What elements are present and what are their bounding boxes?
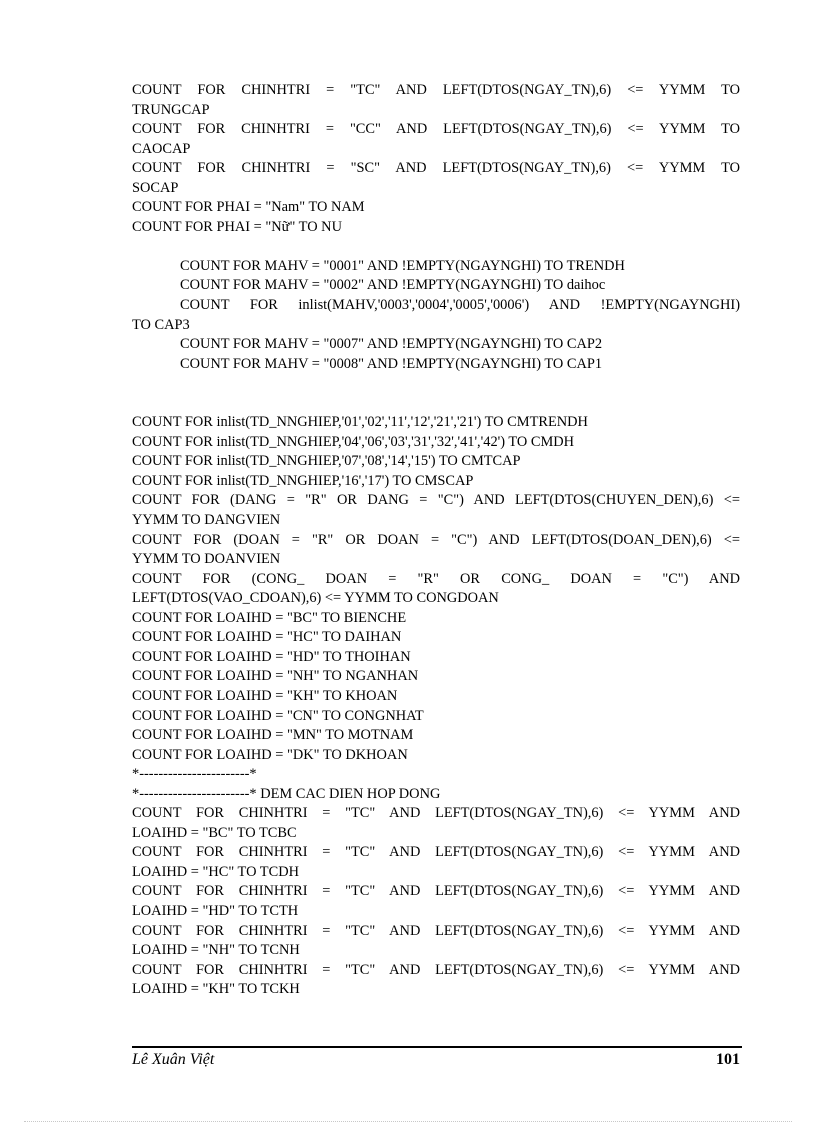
code-line: COUNT FOR CHINHTRI = "TC" AND LEFT(DTOS(NGAY_TN),6) <= YYMM AND [132,961,740,978]
code-line: COUNT FOR inlist(TD_NNGHIEP,'16','17') TO CMSCAP [132,472,474,489]
code-line: COUNT FOR CHINHTRI = "CC" AND LEFT(DTOS(NGAY_TN),6) <= YYMM TO [132,121,740,138]
code-line: COUNT FOR CHINHTRI = "TC" AND LEFT(DTOS(NGAY_TN),6) <= YYMM TO [132,82,740,98]
code-line: COUNT FOR LOAIHD = "CN" TO CONGNHAT [132,707,424,724]
code-line: LEFT(DTOS(VAO_CDOAN),6) <= YYMM TO CONGDOAN [132,590,499,607]
footer-author: Lê Xuân Việt [132,1051,215,1068]
code-line: TO CAP3 [132,316,190,333]
code-line: COUNT FOR CHINHTRI = "TC" AND LEFT(DTOS(NGAY_TN),6) <= YYMM AND [132,883,740,900]
code-line: COUNT FOR (CONG_ DOAN = "R" OR CONG_ DOAN = "C") AND [132,570,740,587]
code-line: CAOCAP [132,140,191,157]
code-line: COUNT FOR (DOAN = "R" OR DOAN = "C") AND LEFT(DTOS(DOAN_DEN),6) <= [132,531,740,548]
code-line: COUNT FOR MAHV = "0008" AND !EMPTY(NGAYNGHI) TO CAP1 [180,355,603,372]
code-line: COUNT FOR LOAIHD = "DK" TO DKHOAN [132,746,408,763]
footer-divider [132,1046,742,1048]
code-line: COUNT FOR MAHV = "0001" AND !EMPTY(NGAYNGHI) TO TRENDH [180,257,625,274]
code-listing [132,81,740,1000]
code-line: COUNT FOR LOAIHD = "HD" TO THOIHAN [132,648,411,665]
code-line: COUNT FOR (DANG = "R" OR DANG = "C") AND LEFT(DTOS(CHUYEN_DEN),6) <= [132,492,740,509]
blank-line [132,374,740,413]
code-line: COUNT FOR LOAIHD = "MN" TO MOTNAM [132,727,414,744]
code-line: SOCAP [132,179,179,196]
code-line: COUNT FOR MAHV = "0007" AND !EMPTY(NGAYNGHI) TO CAP2 [180,336,603,353]
code-line: LOAIHD = "NH" TO TCNH [132,942,300,959]
code-line: *-----------------------* [132,766,257,783]
code-line: *-----------------------* DEM CAC DIEN HOP DONG [132,785,441,802]
code-line: COUNT FOR PHAI = "Nam" TO NAM [132,199,365,216]
code-line: COUNT FOR LOAIHD = "BC" TO BIENCHE [132,609,407,626]
code-line: COUNT FOR LOAIHD = "NH" TO NGANHAN [132,668,419,685]
code-line: COUNT FOR CHINHTRI = "SC" AND LEFT(DTOS(NGAY_TN),6) <= YYMM TO [132,160,740,177]
code-line: COUNT FOR inlist(TD_NNGHIEP,'07','08','14','15') TO CMTCAP [132,453,521,470]
code-line: COUNT FOR inlist(TD_NNGHIEP,'04','06','03','31','32','41','42') TO CMDH [132,433,575,450]
code-line: COUNT FOR MAHV = "0002" AND !EMPTY(NGAYNGHI) TO daihoc [180,277,606,294]
code-line: YYMM TO DANGVIEN [132,512,281,529]
code-line: TRUNGCAP [132,101,210,118]
code-line: COUNT FOR CHINHTRI = "TC" AND LEFT(DTOS(NGAY_TN),6) <= YYMM AND [132,922,740,939]
blank-line [132,237,740,257]
code-line: COUNT FOR inlist(TD_NNGHIEP,'01','02','11','12','21','21') TO CMTRENDH [132,414,588,431]
code-line: YYMM TO DOANVIEN [132,551,281,568]
page-number: 101 [716,1051,740,1068]
code-line: COUNT FOR inlist(MAHV,'0003','0004','0005','0006') AND !EMPTY(NGAYNGHI) [180,297,740,314]
code-line: COUNT FOR CHINHTRI = "TC" AND LEFT(DTOS(NGAY_TN),6) <= YYMM AND [132,805,740,822]
code-line: COUNT FOR LOAIHD = "KH" TO KHOAN [132,687,398,704]
code-line: LOAIHD = "HD" TO TCTH [132,902,299,919]
code-line: COUNT FOR LOAIHD = "HC" TO DAIHAN [132,629,402,646]
code-line: COUNT FOR CHINHTRI = "TC" AND LEFT(DTOS(NGAY_TN),6) <= YYMM AND [132,844,740,861]
code-line: LOAIHD = "HC" TO TCDH [132,863,299,880]
code-line: COUNT FOR PHAI = "Nữ" TO NU [132,218,342,235]
code-line: LOAIHD = "BC" TO TCBC [132,824,297,841]
code-line: LOAIHD = "KH" TO TCKH [132,981,300,998]
